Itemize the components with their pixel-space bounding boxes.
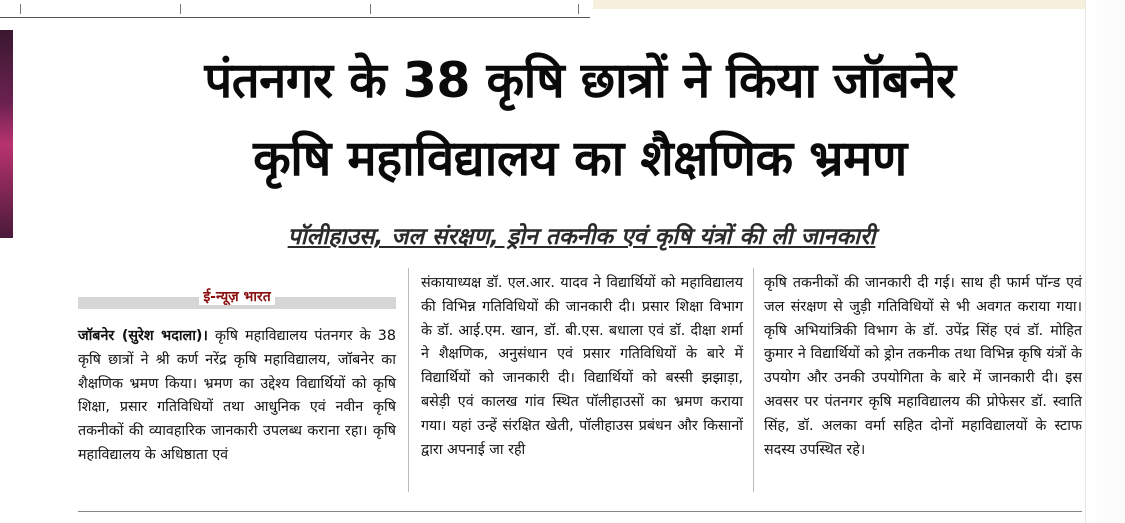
column-1-text: कृषि महाविद्यालय पंतनगर के 38 कृषि छात्रों ने श्री कर्ण नरेंद्र कृषि महाविद्यालय, जॉबनेर का शैक्षणिक भ्रमण किया। भ्रमण का उद्देश्य विद्यार्थियों को कृषि शिक्षा, प्रसार गतिविधियों तथा आधुनिक एवं नवीन कृषि तकनीकों की व्यावहारिक जानकारी उपलब्ध कराना रहा। कृषि महाविद्यालय के अधिष्ठाता एवं [78, 328, 396, 463]
byline-text: ई-न्यूज़ भारत [199, 289, 274, 305]
top-divider-tick [370, 4, 371, 14]
article-column-2 [421, 272, 743, 462]
top-page-strip [0, 0, 1125, 18]
top-divider [0, 17, 590, 18]
bottom-divider [78, 511, 1082, 512]
dateline: जॉबनेर (सुरेश भदाला)। [78, 328, 208, 344]
headline-line-2: कृषि महाविद्यालय का शैक्षणिक भ्रमण [253, 130, 907, 187]
headline-line-1: पंतनगर के 38 कृषि छात्रों ने किया जॉबनेर [204, 52, 956, 109]
column-divider [753, 268, 754, 492]
left-adjacent-photo-edge [0, 30, 13, 238]
top-adjacent-panel [593, 0, 1085, 9]
top-divider-tick [20, 4, 21, 14]
column-divider [408, 268, 409, 492]
top-divider-tick [578, 4, 579, 14]
column-3-text: कृषि तकनीकों की जानकारी दी गई। साथ ही फार्म पॉन्ड एवं जल संरक्षण से जुड़ी गतिविधियों से भी अवगत कराया गया। कृषि अभियांत्रिकी विभाग के डॉ. उपेंद्र सिंह एवं डॉ. मोहित कुमार ने विद्यार्थियों को ड्रोन तकनीक तथा विभिन्न कृषि यंत्रों के उपयोग और उनकी उपयोगिता के बारे में जानकारी दी। इस अवसर पर पंतनगर कृषि महाविद्यालय की प्रोफेसर डॉ. स्वाति सिंह, डॉ. अलका वर्मा सहित दोनों महाविद्यालयों के स्टाफ सदस्य उपस्थित रहे। [764, 275, 1082, 458]
top-divider-tick [180, 4, 181, 14]
article-column-3 [764, 272, 1082, 462]
byline [78, 286, 396, 308]
column-2-text: संकायाध्यक्ष डॉ. एल.आर. यादव ने विद्यार्थियों को महाविद्यालय की विभिन्न गतिविधियों की जानकारी दी। प्रसार शिक्षा विभाग के डॉ. आई.एम. खान, डॉ. बी.एस. बधाला एवं डॉ. दीक्षा शर्मा ने शैक्षणिक, अनुसंधान एवं प्रसार गतिविधियों के बारे में विद्यार्थियों को जानकारी दी। विद्यार्थियों को बस्सी झझाड़ा, बसेड़ी एवं कालख गांव स्थित पॉलीहाउसों का भ्रमण कराया गया। यहां उन्हें संरक्षित खेती, पॉलीहाउस प्रबंधन और किसानों द्वारा अपनाई जा रही [421, 275, 743, 458]
subheadline: पॉलीहाउस, जल संरक्षण, ड्रोन तकनीक एवं कृषि यंत्रों की ली जानकारी [287, 224, 876, 250]
article-column-1 [78, 325, 396, 468]
